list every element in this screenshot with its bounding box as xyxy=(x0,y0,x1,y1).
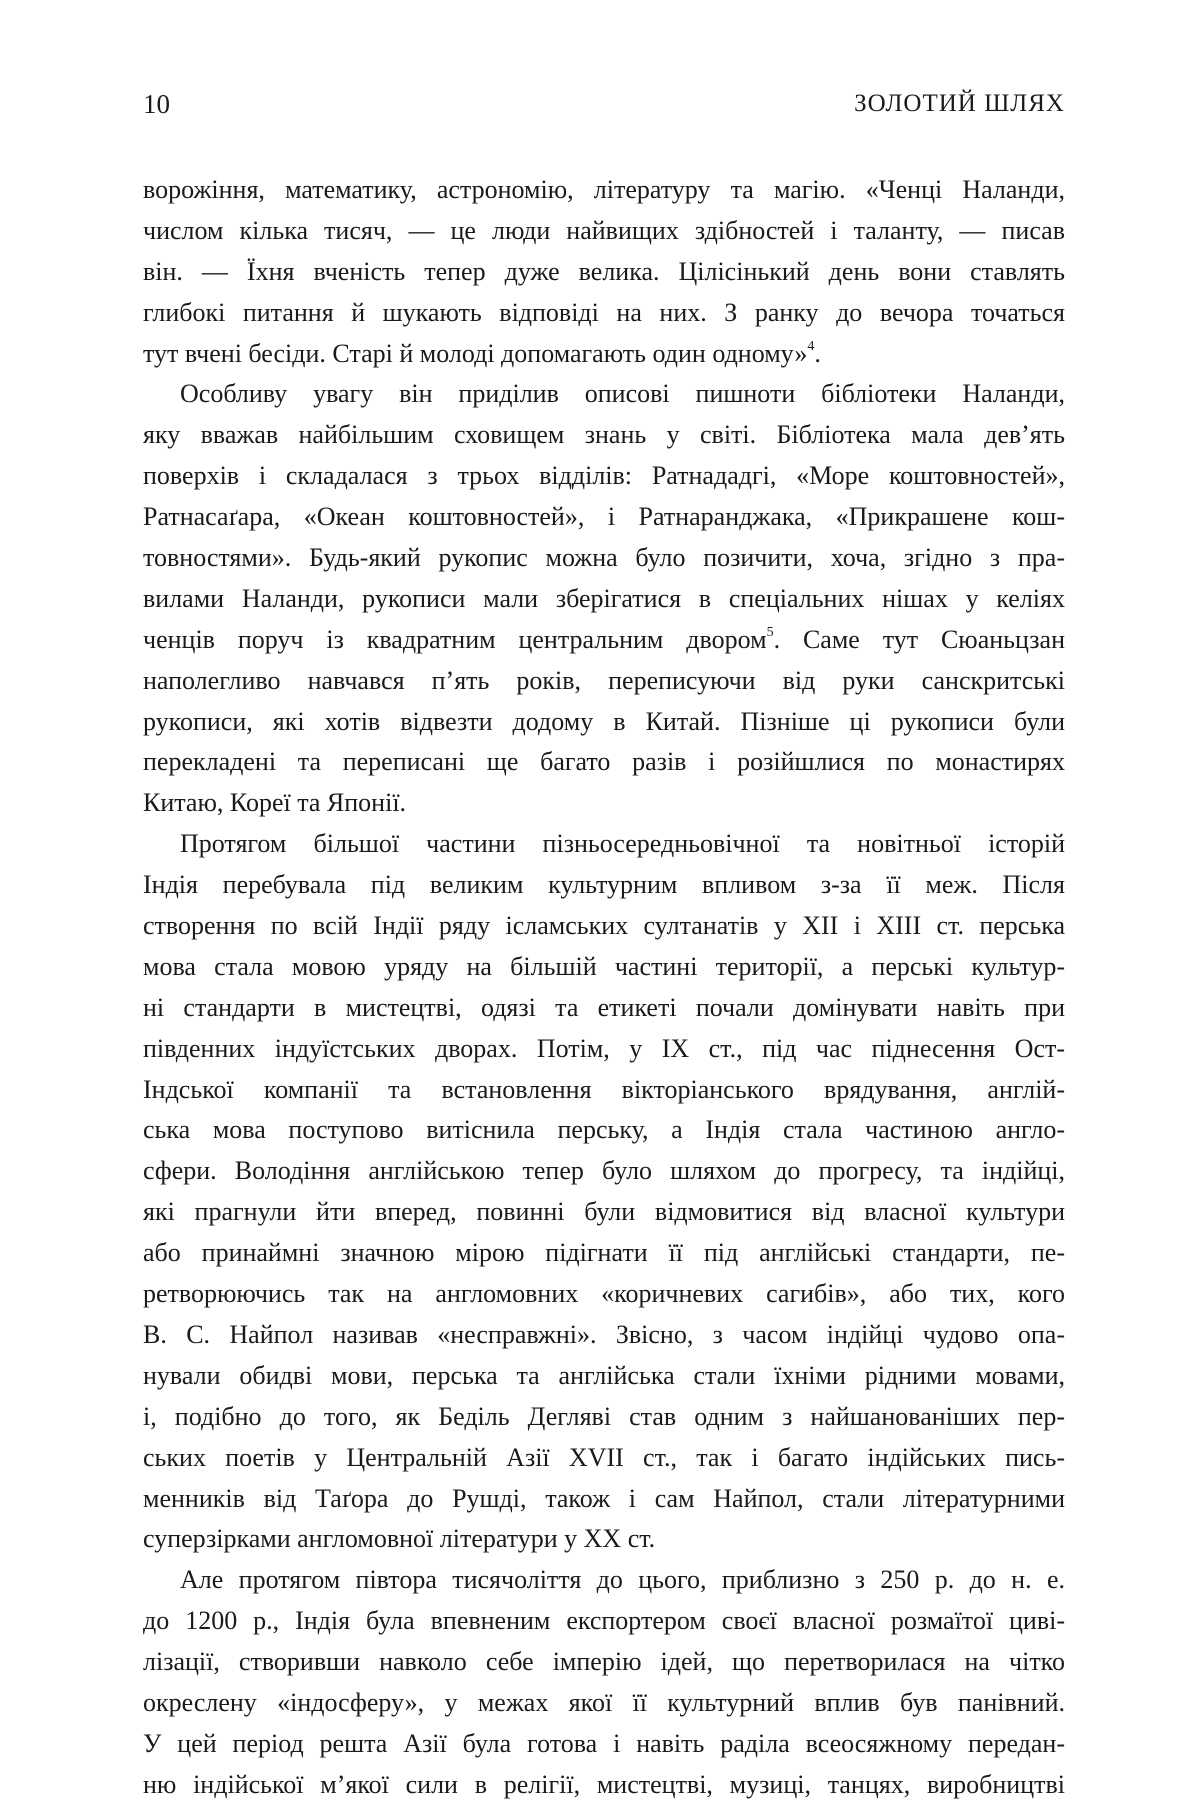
line-text: Індської компанії та встановлення вікторіанського врядування, англій- xyxy=(143,1074,1065,1104)
line-text: товностями». Будь-який рукопис можна було позичити, хоча, згідно з пра- xyxy=(143,543,1065,573)
line-text: суперзірками англомовної літератури у XX ст. xyxy=(143,1524,656,1554)
line-text: Особливу увагу він приділив описові пишноти бібліотеки Наланди, xyxy=(180,379,1065,409)
text-line xyxy=(143,865,1065,906)
text-line xyxy=(143,1642,1065,1683)
text-line xyxy=(143,947,1065,988)
text-line xyxy=(143,1274,1065,1315)
line-text: менників від Таґора до Рушді, також і сам Найпол, стали літературними xyxy=(143,1483,1065,1513)
text-line xyxy=(143,497,1065,538)
text-line xyxy=(143,1601,1065,1642)
line-text: окреслену «індосферу», у межах якої її культурний вплив був панівний. xyxy=(143,1687,1065,1717)
line-text: до 1200 р., Індія була впевненим експортером своєї власної розмаїтої циві- xyxy=(143,1606,1065,1636)
line-text: мова стала мовою уряду на більшій частині території, а перські культур- xyxy=(143,951,1065,981)
text-line xyxy=(143,988,1065,1029)
line-text: вилами Наланди, рукописи мали зберігатися в спеціальних нішах у келіях xyxy=(143,583,1065,613)
line-text: створення по всій Індії ряду ісламських султанатів у XII і XIII ст. перська xyxy=(143,911,1065,941)
line-text: поверхів і складалася з трьох відділів: Ратнададгі, «Море коштовностей», xyxy=(143,461,1065,491)
line-text-tail: . Саме тут Сюаньцзан xyxy=(773,624,1065,654)
text-line xyxy=(143,661,1065,702)
text-line xyxy=(143,374,1065,415)
text-line xyxy=(143,1560,1065,1601)
line-text: ченців поруч із квадратним центральним двором xyxy=(143,624,767,654)
line-text: південних індуїстських дворах. Потім, у IX ст., під час піднесення Ост- xyxy=(143,1033,1065,1063)
text-line xyxy=(143,456,1065,497)
text-line xyxy=(143,824,1065,865)
line-text: Ратнасаґара, «Океан коштовностей», і Ратнаранджака, «Прикрашене кош- xyxy=(143,502,1065,532)
line-text: яку вважав найбільшим сховищем знань у світі. Бібліотека мала дев’ять xyxy=(143,420,1065,450)
text-line xyxy=(143,293,1065,334)
text-line xyxy=(143,1765,1065,1806)
text-line xyxy=(143,1438,1065,1479)
text-line xyxy=(143,1233,1065,1274)
line-text: ню індійської м’якої сили в релігії, мистецтві, музиці, танцях, виробництві xyxy=(143,1769,1065,1799)
running-head: ЗОЛОТИЙ ШЛЯХ xyxy=(854,90,1065,117)
line-text: ні стандарти в мистецтві, одязі та етикеті почали домінувати навіть при xyxy=(143,992,1065,1022)
line-text-tail: . xyxy=(814,338,821,368)
line-text: В. С. Найпол називав «несправжні». Звісно, з часом індійці чудово опа- xyxy=(143,1319,1065,1349)
text-line xyxy=(143,620,1065,661)
line-text: Протягом більшої частини пізньосередньовічної та новітньої історій xyxy=(180,829,1065,859)
text-line xyxy=(143,1070,1065,1111)
line-text: які прагнули йти вперед, повинні були відмовитися від власної культури xyxy=(143,1197,1065,1227)
text-line xyxy=(143,1315,1065,1356)
line-text: Але протягом півтора тисячоліття до цього, приблизно з 250 р. до н. е. xyxy=(180,1565,1065,1595)
text-line xyxy=(143,334,1065,375)
text-line xyxy=(143,579,1065,620)
line-text: глибокі питання й шукають відповіді на них. З ранку до вечора точаться xyxy=(143,297,1065,327)
line-text: ворожіння, математику, астрономію, літературу та магію. «Ченці Наланди, xyxy=(143,175,1065,204)
text-line xyxy=(143,1029,1065,1070)
line-text: У цей період решта Азії була готова і навіть раділа всеосяжному передан- xyxy=(143,1728,1065,1758)
text-line xyxy=(143,1110,1065,1151)
line-text: Китаю, Кореї та Японії. xyxy=(143,788,407,818)
text-line xyxy=(143,415,1065,456)
footnote-marker: 5 xyxy=(766,625,774,641)
text-line xyxy=(143,1397,1065,1438)
text-line xyxy=(143,906,1065,947)
text-line xyxy=(143,1151,1065,1192)
text-line xyxy=(143,1356,1065,1397)
text-line xyxy=(143,1519,1065,1560)
footnote-marker: 4 xyxy=(807,338,815,354)
text-line xyxy=(143,783,1065,824)
line-text: числом кілька тисяч, — це люди найвищих здібностей і таланту, — писав xyxy=(143,215,1065,245)
page-number: 10 xyxy=(143,89,170,119)
text-line xyxy=(143,211,1065,252)
text-line xyxy=(143,1479,1065,1520)
text-line xyxy=(143,1192,1065,1233)
line-text: нували обидві мови, перська та англійська стали їхніми рідними мовами, xyxy=(143,1360,1065,1390)
text-line xyxy=(143,702,1065,743)
line-text: сфери. Володіння англійською тепер було шляхом до прогресу, та індійці, xyxy=(143,1156,1065,1186)
line-text: він. — Їхня вченість тепер дуже велика. Цілісінький день вони ставлять xyxy=(143,256,1065,286)
text-line xyxy=(143,1724,1065,1765)
text-line xyxy=(143,742,1065,783)
line-text: тут вчені бесіди. Старі й молоді допомагають один одному» xyxy=(143,338,808,368)
line-text: лізації, створивши навколо себе імперію ідей, що перетворилася на чітко xyxy=(143,1647,1065,1677)
line-text: ських поетів у Центральній Азії XVII ст., так і багато індійських пись- xyxy=(143,1442,1065,1472)
text-line xyxy=(143,170,1065,211)
line-text: ська мова поступово витіснила перську, а Індія стала частиною англо- xyxy=(143,1115,1065,1145)
line-text: ретворюючись так на англомовних «коричневих сагибів», або тих, кого xyxy=(143,1279,1065,1309)
line-text: або принаймні значною мірою підігнати її під англійські стандарти, пе- xyxy=(143,1238,1065,1268)
text-line xyxy=(143,252,1065,293)
body-text xyxy=(143,170,1065,1806)
text-line xyxy=(143,538,1065,579)
text-line xyxy=(143,1683,1065,1724)
line-text: Індія перебувала під великим культурним впливом з-за її меж. Після xyxy=(143,870,1065,900)
line-text: рукописи, які хотів відвезти додому в Китай. Пізніше ці рукописи були xyxy=(143,706,1065,736)
line-text: і, подібно до того, як Беділь Дегляві став одним з найшанованіших пер- xyxy=(143,1401,1065,1431)
line-text: перекладені та переписані ще багато разів і розійшлися по монастирях xyxy=(143,747,1065,777)
line-text: наполегливо навчався п’ять років, переписуючи від руки санскритські xyxy=(143,665,1065,695)
